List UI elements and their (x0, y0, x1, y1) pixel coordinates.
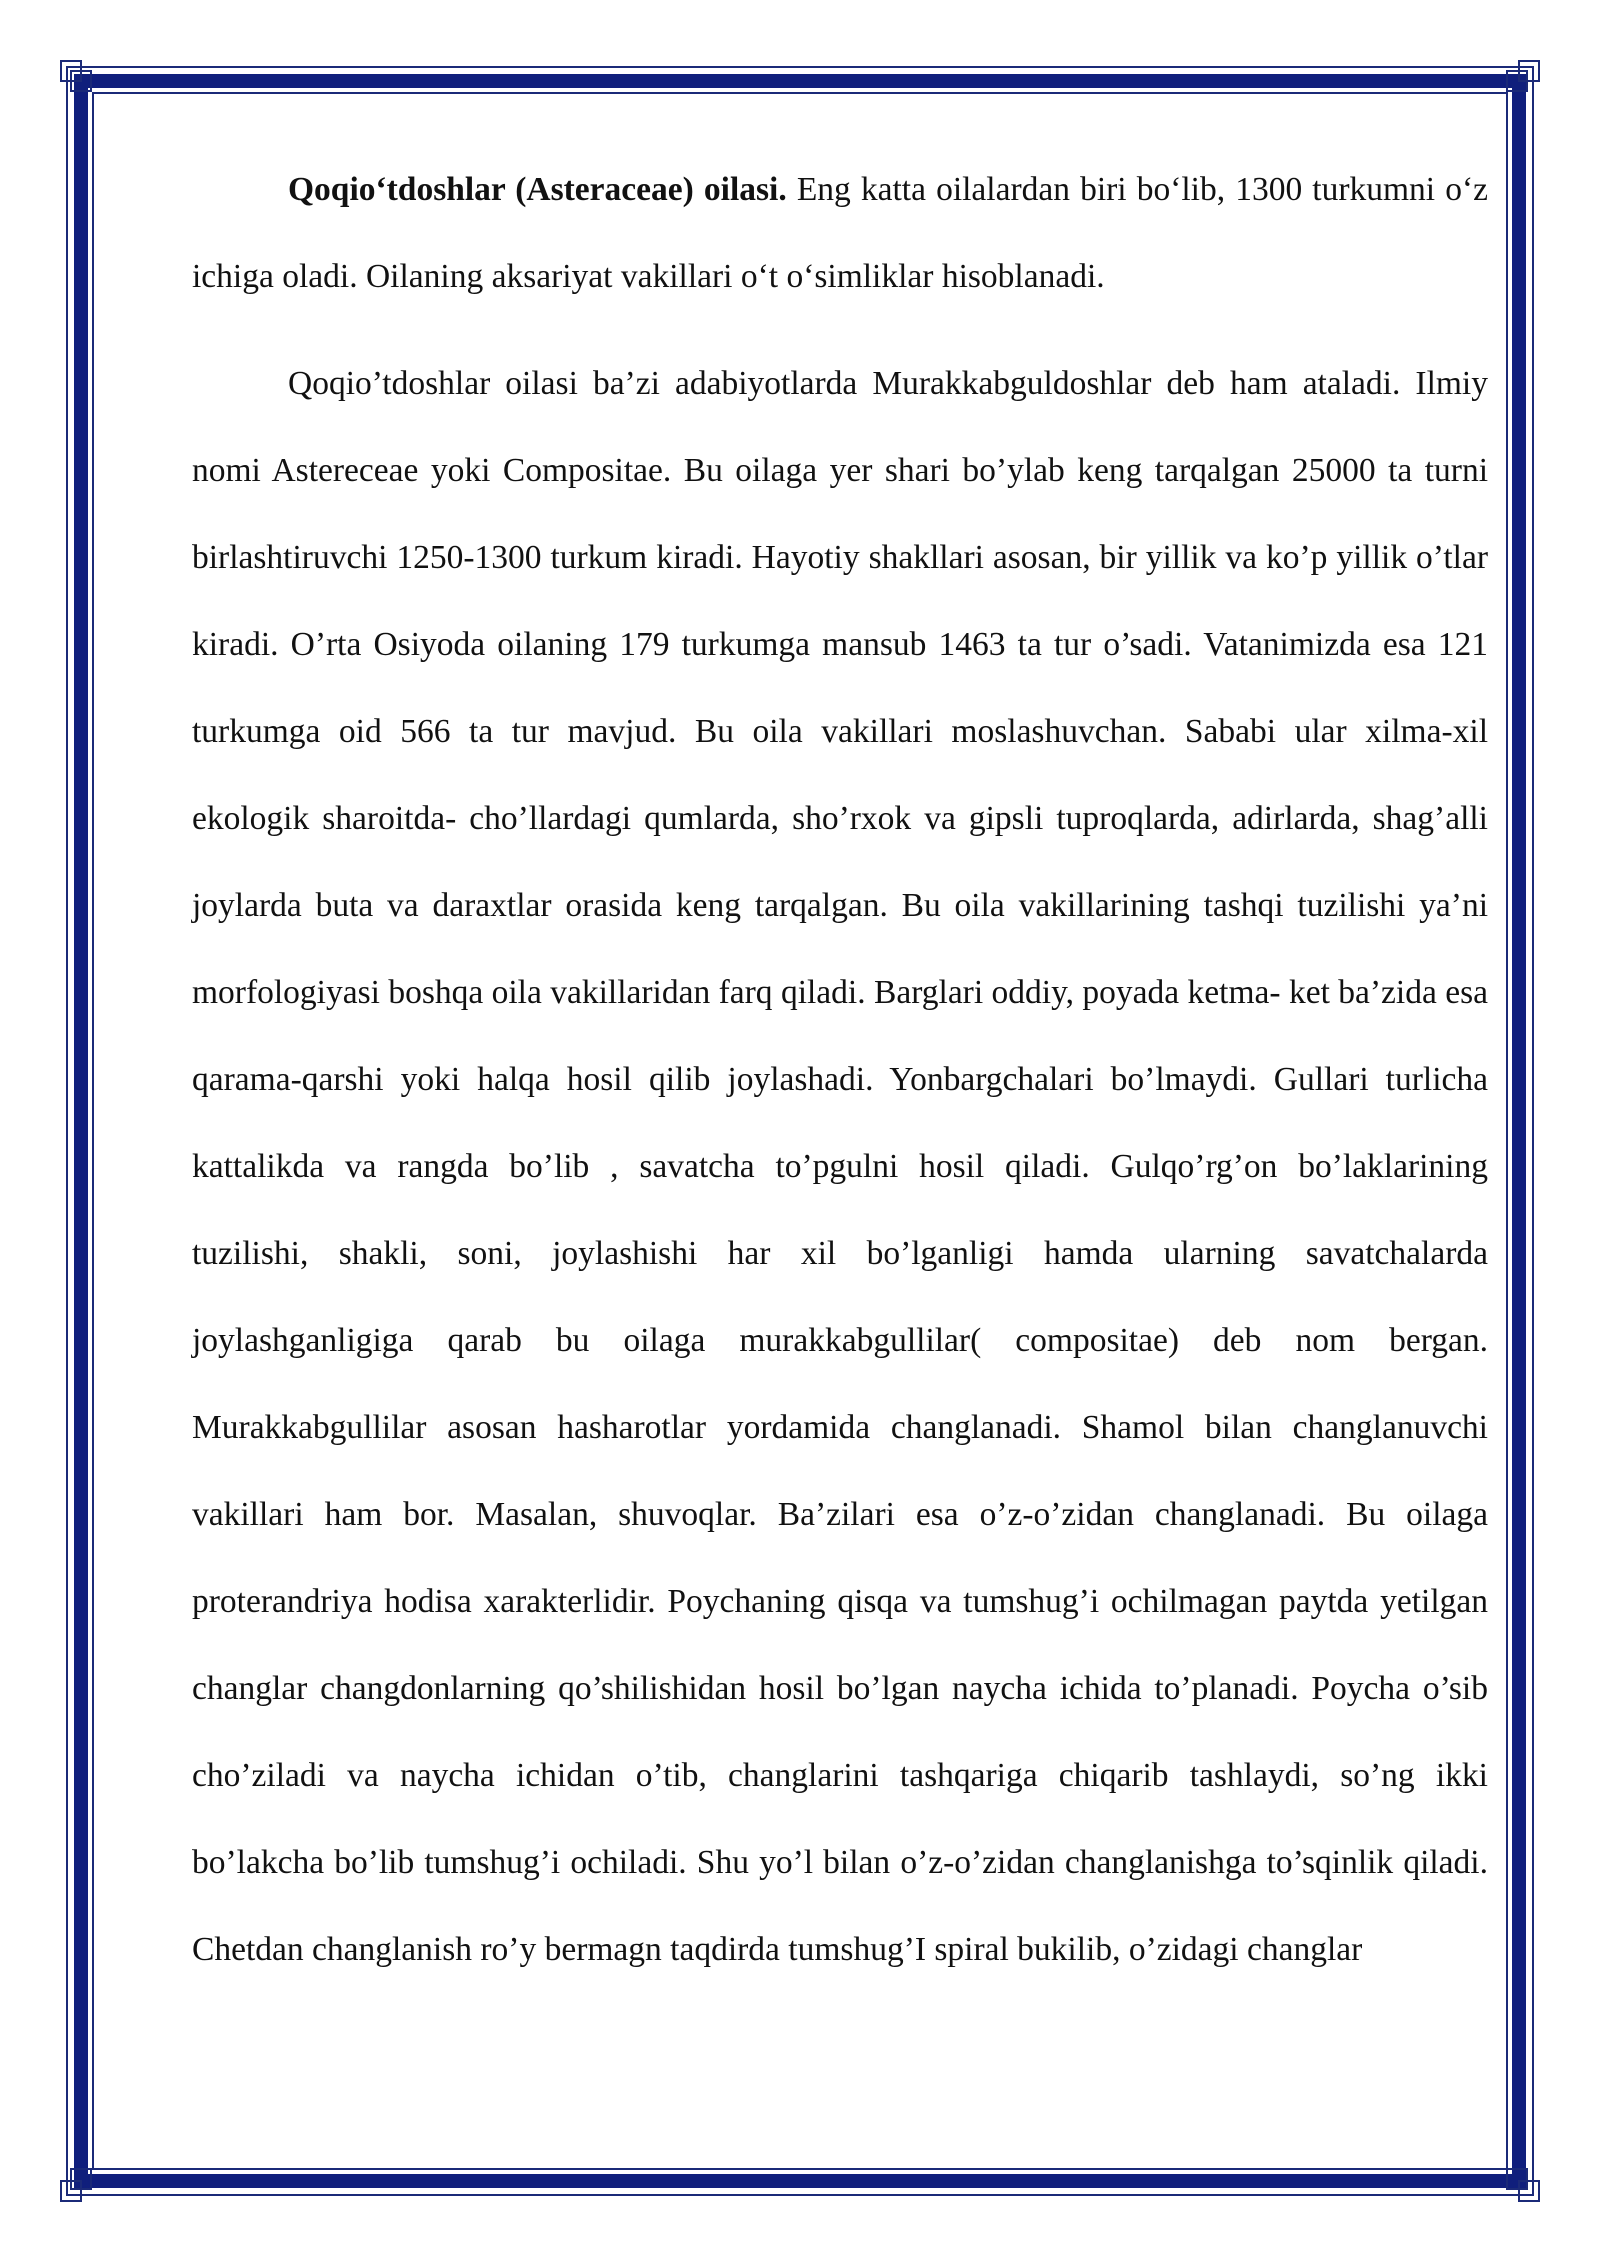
corner-ornament-top-right (1506, 60, 1540, 94)
paragraph-text: Eng katta oilalardan biri bo‘lib, 1300 turkumni o‘z ichiga oladi. Oilaning aksariyat vakillari o‘t o‘simliklar hisoblanadi. (192, 171, 1488, 295)
paragraph-intro (192, 146, 1488, 320)
section-heading: Qoqio‘tdoshlar (Asteraceae) oilasi. (288, 171, 787, 208)
corner-ornament-top-left (60, 60, 94, 94)
corner-ornament-bottom-left (60, 2168, 94, 2202)
document-body (192, 146, 1488, 1993)
corner-ornament-bottom-right (1506, 2168, 1540, 2202)
paragraph-description (192, 340, 1488, 1993)
paragraph-text: Qoqio’tdoshlar oilasi ba’zi adabiyotlarda Murakkabguldoshlar deb ham ataladi. Ilmiy nomi Astereceae yoki Compositae. Bu oilaga yer shari bo’ylab keng tarqalgan 25000 ta turni birlashtiruvchi 1250-1300 turkum kiradi. Hayotiy shakllari asosan, bir yillik va ko’p yillik o’tlar kiradi. O’rta Osiyoda oilaning 179 turkumga mansub 1463 ta tur o’sadi. Vatanimizda esa 121 turkumga oid 566 ta tur mavjud. Bu oila vakillari moslashuvchan. Sababi ular xilma-xil ekologik sharoitda- cho’llardagi qumlarda, sho’rxok va gipsli tuproqlarda, adirlarda, shag’alli joylarda buta va daraxtlar orasida keng tarqalgan. Bu oila vakillarining tashqi tuzilishi ya’ni morfologiyasi boshqa oila vakillaridan farq qiladi. Barglari oddiy, poyada ketma- ket ba’zida esa qarama-qarshi yoki halqa hosil qilib joylashadi. Yonbargchalari bo’lmaydi. Gullari turlicha kattalikda va rangda bo’lib , savatcha to’pgulni hosil qiladi. Gulqo’rg’on bo’laklarining tuzilishi, shakli, soni, joylashishi har xil bo’lganligi hamda ularning savatchalarda joylashganligiga qarab bu oilaga murakkabgullilar( compositae) deb nom bergan. Murakkabgullilar asosan hasharotlar yordamida changlanadi. Shamol bilan changlanuvchi vakillari ham bor. Masalan, shuvoqlar. Ba’zilari esa o’z-o’zidan changlanadi. Bu oilaga proterandriya hodisa xarakterlidir. Poychaning qisqa va tumshug’i ochilmagan paytda yetilgan changlar changdonlarning qo’shilishidan hosil bo’lgan naycha ichida to’planadi. Poycha o’sib cho’ziladi va naycha ichidan o’tib, changlarini tashqariga chiqarib tashlaydi, so’ng ikki bo’lakcha bo’lib tumshug’i ochiladi. Shu yo’l bilan o’z-o’zidan changlanishga to’sqinlik qiladi. Chetdan changlanish ro’y bermagn taqdirda tumshug’I spiral bukilib, o’zidagi changlar (192, 365, 1488, 1968)
